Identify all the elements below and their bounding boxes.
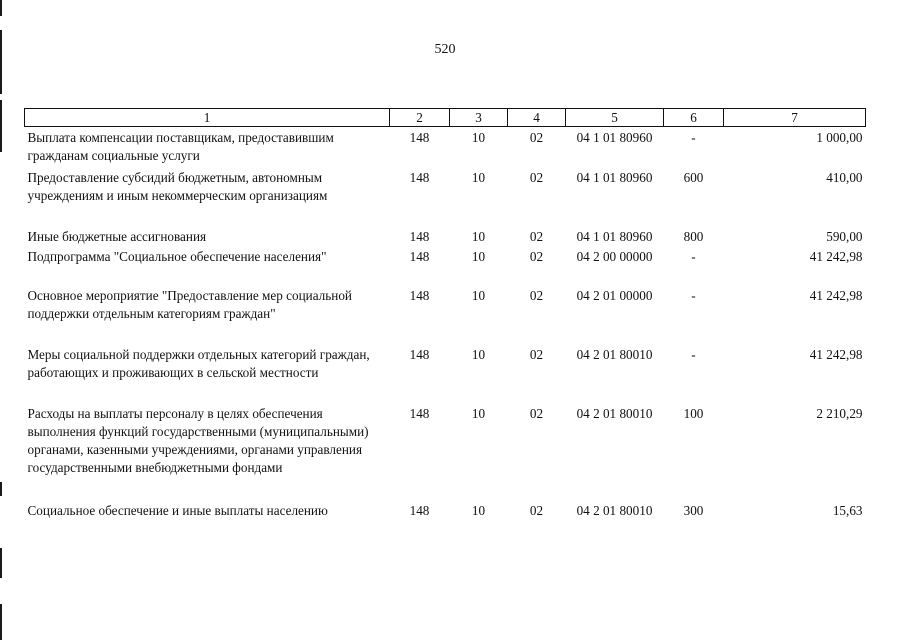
scan-edge-line [0, 30, 2, 94]
scan-edge-line [0, 548, 2, 578]
row-expense-type: - [691, 287, 696, 303]
row-subsection: 02 [529, 346, 544, 362]
row-target-article: 04 2 00 00000 [576, 248, 653, 264]
row-target-article: 04 2 01 80010 [576, 502, 653, 518]
column-header: 4 [508, 109, 566, 127]
table-row [25, 285, 866, 344]
row-section: 10 [471, 405, 486, 421]
row-name: Выплата компенсации поставщикам, предоставившим гражданам социальные услуги [27, 130, 334, 163]
column-header: 6 [664, 109, 724, 127]
row-name: Меры социальной поддержки отдельных категорий граждан, работающих и проживающих в сельской местности [27, 346, 370, 380]
row-subsection: 02 [529, 130, 544, 145]
row-target-article: 04 1 01 80960 [576, 169, 653, 185]
row-target-article: 04 1 01 80960 [576, 130, 653, 145]
row-name: Социальное обеспечение и иные выплаты населению [27, 502, 328, 518]
row-name: Основное мероприятие "Предоставление мер социальной поддержки отдельным категориям граждан" [27, 287, 352, 321]
budget-table [24, 108, 866, 520]
row-target-article: 04 2 01 80010 [576, 346, 653, 362]
row-section: 10 [471, 248, 486, 264]
table-row [25, 246, 866, 285]
row-section: 10 [471, 130, 486, 145]
table-row [25, 500, 866, 520]
row-subsection: 02 [529, 287, 544, 303]
row-name: Предоставление субсидий бюджетным, автономным учреждениям и иным некоммерческим организациям [27, 169, 328, 203]
scan-edge-line [0, 100, 2, 152]
scan-edge-line [0, 604, 2, 640]
row-amount: 41 242,98 [809, 346, 863, 362]
row-grbs: 148 [409, 502, 430, 518]
row-amount: 41 242,98 [809, 287, 863, 303]
row-expense-type: 800 [683, 228, 704, 244]
page-number: 520 [434, 42, 456, 57]
row-amount: 15,63 [832, 502, 863, 518]
row-subsection: 02 [529, 405, 544, 421]
header-row [25, 109, 866, 127]
row-section: 10 [471, 169, 486, 185]
row-grbs: 148 [409, 228, 430, 244]
table-row [25, 226, 866, 246]
row-grbs: 148 [409, 287, 430, 303]
column-header: 3 [450, 109, 508, 127]
row-subsection: 02 [529, 502, 544, 518]
row-section: 10 [471, 228, 486, 244]
row-name: Иные бюджетные ассигнования [27, 228, 207, 244]
scan-edge-line [0, 0, 2, 16]
row-grbs: 148 [409, 248, 430, 264]
scan-edge-line [0, 482, 2, 496]
row-expense-type: 100 [683, 405, 704, 421]
table-row [25, 344, 866, 403]
row-section: 10 [471, 346, 486, 362]
column-header: 2 [390, 109, 450, 127]
row-section: 10 [471, 287, 486, 303]
row-target-article: 04 2 01 80010 [576, 405, 653, 421]
row-amount: 410,00 [826, 169, 863, 185]
row-expense-type: - [691, 130, 696, 145]
row-grbs: 148 [409, 405, 430, 421]
row-grbs: 148 [409, 130, 430, 145]
row-subsection: 02 [529, 169, 544, 185]
row-section: 10 [471, 502, 486, 518]
row-expense-type: 300 [683, 502, 704, 518]
row-expense-type: 600 [683, 169, 704, 185]
row-expense-type: - [691, 346, 696, 362]
row-amount: 1 000,00 [816, 130, 863, 145]
row-target-article: 04 1 01 80960 [576, 228, 653, 244]
table-row [25, 403, 866, 500]
column-header: 7 [724, 109, 866, 127]
row-amount: 590,00 [826, 228, 863, 244]
row-amount: 2 210,29 [816, 405, 863, 421]
table-row [25, 167, 866, 226]
column-header: 5 [566, 109, 664, 127]
row-grbs: 148 [409, 169, 430, 185]
column-header: 1 [25, 109, 390, 127]
table-row [25, 127, 866, 167]
row-target-article: 04 2 01 00000 [576, 287, 653, 303]
row-name: Подпрограмма "Социальное обеспечение населения" [27, 248, 327, 264]
row-subsection: 02 [529, 248, 544, 264]
row-subsection: 02 [529, 228, 544, 244]
row-grbs: 148 [409, 346, 430, 362]
row-name: Расходы на выплаты персоналу в целях обеспечения выполнения функций государственными (муниципальными) органами, казенными учреждениями, органами управления государственными внебюджетными фондами [27, 405, 369, 475]
row-expense-type: - [691, 248, 696, 264]
row-amount: 41 242,98 [809, 248, 863, 264]
